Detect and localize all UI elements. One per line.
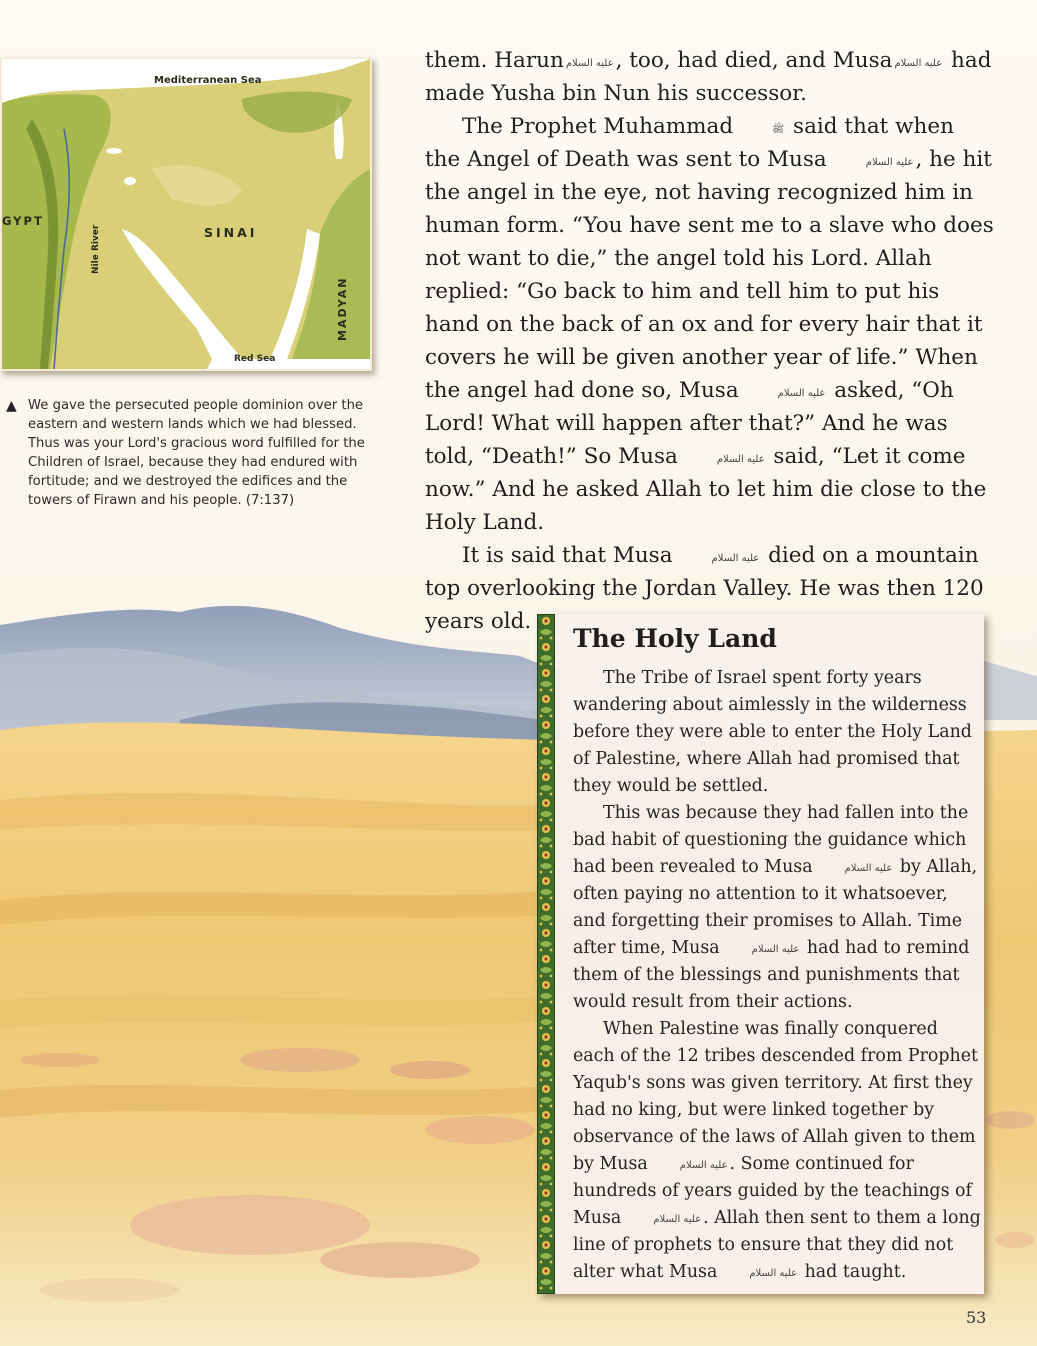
honorific-icon: عليه السلام xyxy=(865,157,914,168)
honorific-icon: عليه السلام xyxy=(749,1268,798,1279)
sidebar-paragraph-2: This was because they had fallen into the bad habit of questioning the guidance which had been revealed to Musa عليه السلام by Allah, often paying no attention to it whatsoever, and forgetting their promises to Allah. Time after time, Musa عليه السلام had had to remind them of the blessings and punishments that would result from their actions. xyxy=(573,803,978,1012)
honorific-icon: عليه السلام xyxy=(653,1214,702,1225)
sinai-map xyxy=(0,57,372,371)
sidebar-paragraph-3: When Palestine was finally conquered each of the 12 tribes descended from Prophet Yaqub's sons was given territory. At first they had no king, but were linked together by observance of the laws of Allah given to them by Musa عليه السلام . Some continued for hundreds of years guided by the teachings of Musa عليه السلام . Allah then sent to them a long line of prophets to ensure that they did not alter what Musa عليه السلام had taught. xyxy=(573,1019,981,1282)
honorific-icon: ﷺ xyxy=(772,124,785,135)
main-body-text xyxy=(425,44,995,638)
honorific-icon: عليه السلام xyxy=(777,388,826,399)
caption-text: We gave the persecuted people dominion over the eastern and western lands which we had blessed. Thus was your Lord's gracious word fulfilled for the Children of Israel, because they had endured with fortitude; and we destroyed the edifices and the towers of Firawn and his people. (7:137) xyxy=(28,398,365,508)
floral-border xyxy=(537,614,555,1294)
page-number: 53 xyxy=(966,1308,987,1327)
sidebar-title: The Holy Land xyxy=(573,624,777,653)
honorific-icon: عليه السلام xyxy=(679,1160,728,1171)
map-label-mediterranean: Mediterranean Sea xyxy=(154,75,262,86)
honorific-icon: عليه السلام xyxy=(844,863,893,874)
honorific-icon: عليه السلام xyxy=(711,553,760,564)
sidebar-paragraph-1: The Tribe of Israel spent forty years wandering about aimlessly in the wilderness before they were able to enter the Holy Land of Palestine, where Allah had promised that they would be settled. xyxy=(573,668,972,796)
honorific-icon: عليه السلام xyxy=(565,58,614,69)
map-label-egypt: GYPT xyxy=(2,214,44,228)
paragraph-2: The Prophet Muhammad ﷺ said that when the Angel of Death was sent to Musa عليه السلام, he hit the angel in the eye, not having recognized him in human form. “You have sent me to a slave who does not want to die,” the angel told his Lord. Allah replied: “Go back to him and tell him to put his hand on the back of an ox and for every hair that it covers he will be given another year of life.” When the angel had done so, Musa عليه السلام asked, “Oh Lord! What will happen after that?” And he was told, “Death!” So Musa عليه السلام said, “Let it come now.” And he asked Allah to let him die close to the Holy Land. xyxy=(425,114,994,535)
caption-marker-icon: ▲ xyxy=(6,398,17,414)
map-label-nile-river: Nile River xyxy=(91,224,101,274)
map-label-red-sea: Red Sea xyxy=(234,354,276,364)
sidebar-body xyxy=(573,665,981,1286)
holy-land-sidebar xyxy=(537,614,984,1294)
map-label-madyan: MADYAN xyxy=(336,276,349,341)
paragraph-1: them. Harun عليه السلام, too, had died, and Musa عليه السلام had made Yusha bin Nun his successor. xyxy=(425,48,992,106)
paragraph-3: It is said that Musa عليه السلام died on a mountain top overlooking the Jordan Valley. He was then 120 years old. xyxy=(425,543,984,634)
honorific-icon: عليه السلام xyxy=(751,944,800,955)
honorific-icon: عليه السلام xyxy=(716,454,765,465)
map-label-sinai: SINAI xyxy=(204,225,258,240)
map-caption xyxy=(6,396,378,510)
honorific-icon: عليه السلام xyxy=(894,58,943,69)
